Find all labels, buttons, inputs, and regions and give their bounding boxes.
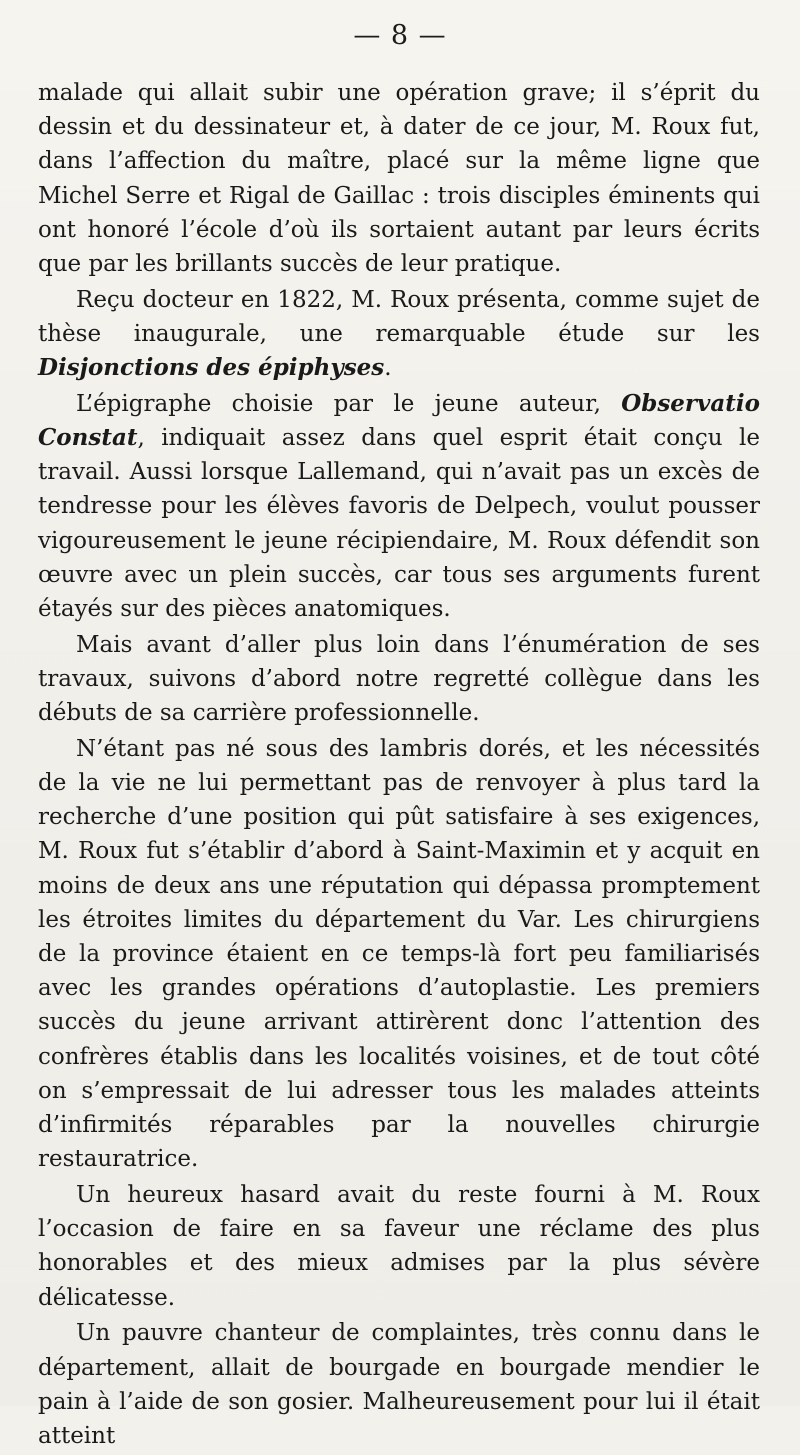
text-run: . (384, 355, 392, 382)
paragraph (38, 283, 760, 386)
text-run: N’étant pas né sous des lambris dorés, et les nécessités de la vie ne lui permettant pas de renvoyer à plus tard la recherche d’une position qui pût satisfaire à ses exigences, M. Roux fut s’établir d’abord à Saint-Maximin et y acquit en moins de deux ans une réputation qui dépassa promptement les étroites limites du département du Var. Les chirurgiens de la province étaient en ce temps-là fort peu familiarisés avec les grandes opérations d’autoplastie. Les premiers succès du jeune arrivant attirèrent donc l’attention des confrères établis dans les localités voisines, et de tout côté on s’empressait de lui adresser tous les malades atteints d’infirmités réparables par la nouvelles chirurgie restauratrice. (38, 735, 760, 1173)
text-run: , indiquait assez dans quel esprit était conçu le travail. Aussi lorsque Lallemand, qui n’avait pas un excès de tendresse pour les élèves favoris de Delpech, voulut pousser vigoureusement le jeune récipiendaire, M. Roux défendit son œuvre avec un plein succès, car tous ses arguments furent étayés sur des pièces anatomiques. (38, 425, 760, 623)
paragraph (38, 1316, 760, 1453)
paragraph (38, 1178, 760, 1315)
text-run: Reçu docteur en 1822, M. Roux présenta, comme sujet de thèse inaugurale, une remarquable étude sur les (38, 286, 760, 347)
body-text (38, 76, 760, 1455)
text-run: malade qui allait subir une opération grave; il s’éprit du dessin et du dessinateur et, à dater de ce jour, M. Roux fut, dans l’affection du maître, placé sur la même ligne que Michel Serre et Rigal de Gaillac : trois disciples éminents qui ont honoré l’école d’où ils sortaient autant par leurs écrits que par les brillants succès de leur pratique. (38, 80, 760, 278)
text-run: Mais avant d’aller plus loin dans l’énumération de ses travaux, suivons d’abord notre regretté collègue dans les débuts de sa carrière professionnelle. (38, 631, 760, 727)
text-run: Un pauvre chanteur de complaintes, très connu dans le département, allait de bourgade en bourgade mendier le pain à l’aide de son gosier. Malheureusement pour lui il était atteint (38, 1320, 760, 1449)
epigraph: Observatio Constat (38, 389, 760, 452)
page-number: — 8 — (353, 20, 447, 51)
paragraph (38, 628, 760, 731)
paragraph (38, 387, 760, 626)
paragraph (38, 732, 760, 1177)
text-run: Un heureux hasard avait du reste fourni à M. Roux l’occasion de faire en sa faveur une réclame des plus honorables et des mieux admises par la plus sévère délicatesse. (38, 1182, 760, 1311)
thesis-title: Disjonctions des épiphyses (38, 354, 385, 382)
text-run: L’épigraphe choisie par le jeune auteur, (76, 390, 622, 417)
paragraph (38, 76, 760, 281)
